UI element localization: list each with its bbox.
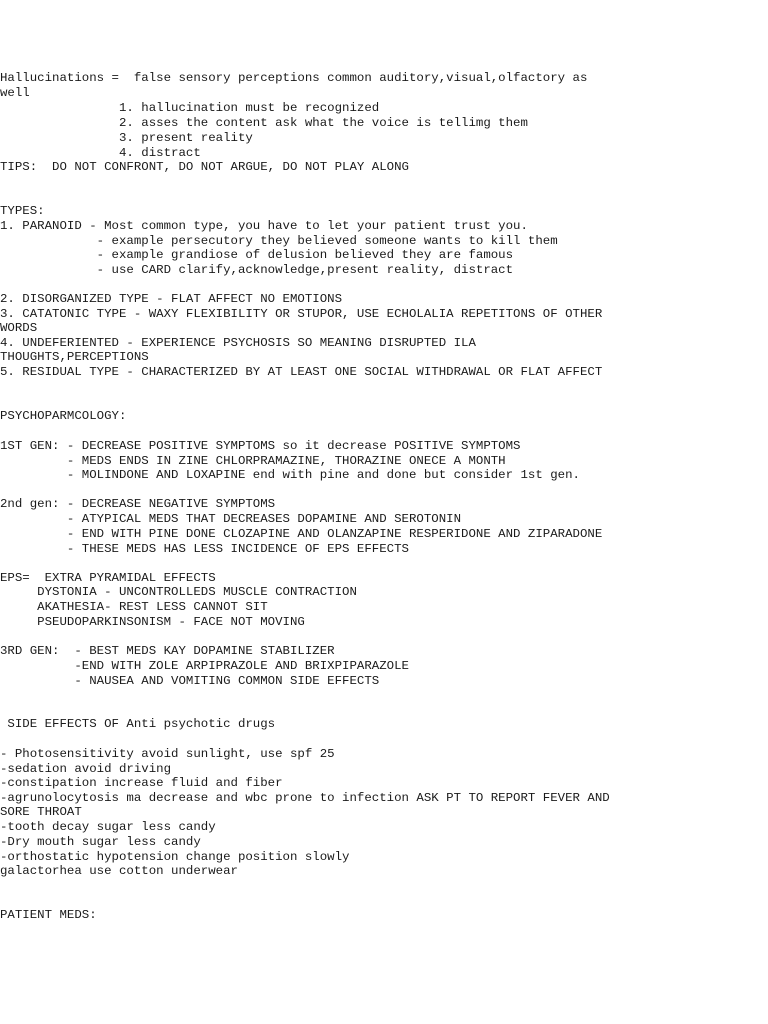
doc-line-type-residual: 5. RESIDUAL TYPE - CHARACTERIZED BY AT LEAST ONE SOCIAL WITHDRAWAL OR FLAT AFFECT <box>0 365 603 379</box>
doc-line-type-disorganized: 2. DISORGANIZED TYPE - FLAT AFFECT NO EMOTIONS <box>0 292 343 306</box>
doc-line-3rd-gen-side-effects: - NAUSEA AND VOMITING COMMON SIDE EFFECTS <box>0 674 380 688</box>
doc-line-1st-gen-pine-done: - MOLINDONE AND LOXAPINE end with pine and done but consider 1st gen. <box>0 468 580 482</box>
doc-line-paranoid-persecutory: - example persecutory they believed someone wants to kill them <box>0 234 558 248</box>
doc-line-tooth-decay: -tooth decay sugar less candy <box>0 820 216 834</box>
doc-line-dry-mouth: -Dry mouth sugar less candy <box>0 835 201 849</box>
doc-line-tips: TIPS: DO NOT CONFRONT, DO NOT ARGUE, DO NOT PLAY ALONG <box>0 160 409 174</box>
doc-heading-psychopharmacology: PSYCHOPARMCOLOGY: <box>0 409 127 423</box>
doc-line-type-paranoid: 1. PARANOID - Most common type, you have to let your patient trust you. <box>0 219 528 233</box>
doc-line-hallucinations-definition: Hallucinations = false sensory perceptions common auditory,visual,olfactory as <box>0 71 588 85</box>
doc-line-constipation: -constipation increase fluid and fiber <box>0 776 283 790</box>
doc-line-1st-gen: 1ST GEN: - DECREASE POSITIVE SYMPTOMS so it decrease POSITIVE SYMPTOMS <box>0 439 521 453</box>
doc-line-hallucination-step-4: 4. distract <box>0 146 201 160</box>
doc-line-agranulocytosis: -agrunolocytosis ma decrease and wbc prone to infection ASK PT TO REPORT FEVER AND <box>0 791 610 805</box>
doc-line-type-catatonic-cont: WORDS <box>0 321 38 335</box>
doc-line-3rd-gen-zole: -END WITH ZOLE ARPIPRAZOLE AND BRIXPIPARAZOLE <box>0 659 409 673</box>
doc-line-2nd-gen: 2nd gen: - DECREASE NEGATIVE SYMPTOMS <box>0 497 276 511</box>
doc-heading-side-effects: SIDE EFFECTS OF Anti psychotic drugs <box>0 717 276 731</box>
doc-line-paranoid-card: - use CARD clarify,acknowledge,present reality, distract <box>0 263 514 277</box>
doc-line-type-undifferentiated: 4. UNDEFERIENTED - EXPERIENCE PSYCHOSIS SO MEANING DISRUPTED ILA <box>0 336 476 350</box>
doc-line-2nd-gen-eps: - THESE MEDS HAS LESS INCIDENCE OF EPS EFFECTS <box>0 542 409 556</box>
doc-line-eps-akathisia: AKATHESIA- REST LESS CANNOT SIT <box>0 600 268 614</box>
doc-line-type-undifferentiated-cont: THOUGHTS,PERCEPTIONS <box>0 350 149 364</box>
doc-line-type-catatonic: 3. CATATONIC TYPE - WAXY FLEXIBILITY OR STUPOR, USE ECHOLALIA REPETITONS OF OTHER <box>0 307 603 321</box>
doc-line-eps-pseudoparkinsonism: PSEUDOPARKINSONISM - FACE NOT MOVING <box>0 615 305 629</box>
doc-line-eps-dystonia: DYSTONIA - UNCONTROLLEDS MUSCLE CONTRACTION <box>0 585 357 599</box>
doc-line-hallucination-step-3: 3. present reality <box>0 131 253 145</box>
doc-line-2nd-gen-atypical: - ATYPICAL MEDS THAT DECREASES DOPAMINE AND SEROTONIN <box>0 512 462 526</box>
doc-line-paranoid-grandiose: - example grandiose of delusion believed they are famous <box>0 248 514 262</box>
doc-line-3rd-gen: 3RD GEN: - BEST MEDS KAY DOPAMINE STABILIZER <box>0 644 335 658</box>
doc-heading-types: TYPES: <box>0 204 45 218</box>
doc-line-photosensitivity: - Photosensitivity avoid sunlight, use spf 25 <box>0 747 335 761</box>
doc-line-sedation: -sedation avoid driving <box>0 762 172 776</box>
doc-line-hallucination-step-1: 1. hallucination must be recognized <box>0 101 380 115</box>
doc-line-1st-gen-zine: - MEDS ENDS IN ZINE CHLORPRAMAZINE, THORAZINE ONECE A MONTH <box>0 454 506 468</box>
doc-line-hallucinations-definition-cont: well <box>0 86 30 100</box>
doc-line-orthostatic-hypotension: -orthostatic hypotension change position slowly <box>0 850 350 864</box>
doc-heading-patient-meds: PATIENT MEDS: <box>0 908 97 922</box>
doc-line-agranulocytosis-cont: SORE THROAT <box>0 805 82 819</box>
doc-line-galactorrhea: galactorhea use cotton underwear <box>0 864 238 878</box>
doc-line-2nd-gen-pine-done: - END WITH PINE DONE CLOZAPINE AND OLANZAPINE RESPERIDONE AND ZIPARADONE <box>0 527 603 541</box>
doc-line-hallucination-step-2: 2. asses the content ask what the voice is tellimg them <box>0 116 528 130</box>
doc-line-eps-definition: EPS= EXTRA PYRAMIDAL EFFECTS <box>0 571 216 585</box>
